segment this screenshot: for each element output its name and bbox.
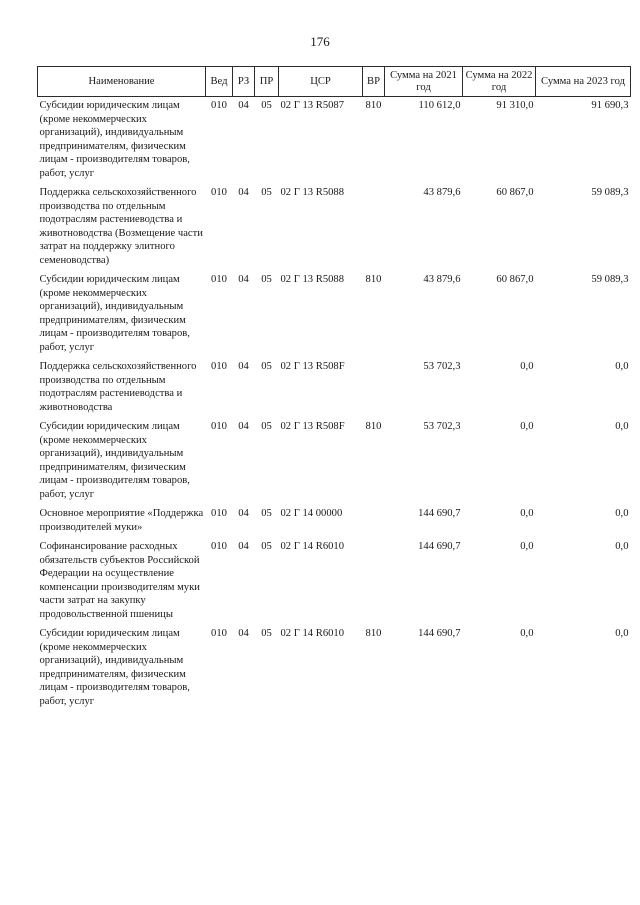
cell-vr: 810: [365, 100, 382, 111]
page-number: 176: [310, 34, 330, 49]
cell-ved: 010: [211, 274, 227, 285]
cell-sum-2021: 144 690,7: [418, 541, 461, 552]
cell-csr: 02 Г 14 00000: [280, 508, 343, 519]
cell-ved: 010: [211, 100, 227, 111]
cell-vr: 810: [365, 421, 382, 432]
cell-pr: 05: [261, 361, 272, 372]
cell-vr: 810: [365, 628, 382, 639]
cell-name: Субсидии юридическим лицам (кроме некоммерческих организаций), индивидуальным предпринимателям, физическим лицам - производителям товаров, работ, услуг: [39, 628, 190, 707]
table-row: [38, 271, 631, 358]
cell-rz: 04: [238, 541, 249, 552]
header-ved: Вед: [206, 67, 233, 97]
cell-vr: [363, 505, 385, 538]
header-csr: ЦСР: [279, 67, 363, 97]
cell-pr: 05: [261, 421, 272, 432]
cell-rz: 04: [238, 274, 249, 285]
cell-name: Поддержка сельскохозяйственного производства по отдельным подотраслям растениеводства и животноводства (Возмещение части затрат на поддержку элитного семеноводства): [39, 187, 203, 266]
cell-sum-2023: 0,0: [615, 628, 629, 639]
cell-ved: 010: [211, 508, 227, 519]
cell-csr: 02 Г 13 R5087: [280, 100, 345, 111]
cell-sum-2023: 0,0: [615, 361, 629, 372]
cell-sum-2022: 91 310,0: [496, 100, 534, 111]
table-row: [38, 625, 631, 712]
cell-name: Субсидии юридическим лицам (кроме некоммерческих организаций), индивидуальным предпринимателям, физическим лицам - производителям товаров, работ, услуг: [39, 421, 190, 500]
cell-sum-2021: 43 879,6: [423, 274, 461, 285]
cell-pr: 05: [261, 100, 272, 111]
table-body: [38, 97, 631, 713]
cell-ved: 010: [211, 628, 227, 639]
cell-sum-2022: 60 867,0: [496, 187, 534, 198]
cell-sum-2021: 53 702,3: [423, 421, 461, 432]
header-pr: ПР: [255, 67, 279, 97]
cell-csr: 02 Г 13 R5088: [280, 274, 345, 285]
cell-pr: 05: [261, 187, 272, 198]
cell-rz: 04: [238, 628, 249, 639]
cell-sum-2022: 0,0: [520, 421, 534, 432]
cell-rz: 04: [238, 100, 249, 111]
cell-rz: 04: [238, 421, 249, 432]
cell-pr: 05: [261, 508, 272, 519]
cell-sum-2022: 60 867,0: [496, 274, 534, 285]
cell-sum-2023: 59 089,3: [591, 187, 629, 198]
cell-sum-2022: 0,0: [520, 361, 534, 372]
cell-ved: 010: [211, 187, 227, 198]
table-row: [38, 505, 631, 538]
cell-vr: [363, 184, 385, 271]
cell-csr: 02 Г 13 R5088: [280, 187, 345, 198]
table-row: [38, 538, 631, 625]
cell-csr: 02 Г 13 R508F: [280, 421, 345, 432]
cell-vr: [363, 358, 385, 418]
cell-sum-2023: 91 690,3: [591, 100, 629, 111]
header-name: Наименование: [38, 67, 206, 97]
cell-pr: 05: [261, 628, 272, 639]
cell-rz: 04: [238, 361, 249, 372]
cell-name: Софинансирование расходных обязательств субъектов Российской Федерации на осуществление компенсации производителям муки части затрат на закупку продовольственной пшеницы: [39, 541, 200, 620]
cell-vr: [363, 538, 385, 625]
header-rz: РЗ: [233, 67, 255, 97]
cell-sum-2023: 0,0: [615, 508, 629, 519]
cell-sum-2021: 110 612,0: [418, 100, 461, 111]
cell-sum-2022: 0,0: [520, 508, 534, 519]
cell-vr: 810: [365, 274, 382, 285]
cell-sum-2023: 0,0: [615, 541, 629, 552]
cell-csr: 02 Г 14 R6010: [280, 541, 345, 552]
header-sum-2021: Сумма на 2021 год: [385, 67, 463, 97]
table-row: [38, 358, 631, 418]
cell-name: Основное мероприятие «Поддержка производителей муки»: [39, 508, 204, 533]
cell-name: Субсидии юридическим лицам (кроме некоммерческих организаций), индивидуальным предпринимателям, физическим лицам - производителям товаров, работ, услуг: [39, 100, 190, 179]
table-header-row: [38, 67, 631, 97]
cell-sum-2023: 0,0: [615, 421, 629, 432]
cell-sum-2023: 59 089,3: [591, 274, 629, 285]
cell-csr: 02 Г 14 R6010: [280, 628, 345, 639]
cell-ved: 010: [211, 361, 227, 372]
cell-sum-2021: 43 879,6: [423, 187, 461, 198]
cell-ved: 010: [211, 421, 227, 432]
table-row: [38, 97, 631, 185]
cell-sum-2021: 53 702,3: [423, 361, 461, 372]
cell-sum-2021: 144 690,7: [418, 508, 461, 519]
cell-sum-2022: 0,0: [520, 541, 534, 552]
cell-rz: 04: [238, 187, 249, 198]
cell-rz: 04: [238, 508, 249, 519]
header-vr: ВР: [363, 67, 385, 97]
table-row: [38, 418, 631, 505]
table-row: [38, 184, 631, 271]
budget-table: [37, 66, 631, 712]
cell-pr: 05: [261, 274, 272, 285]
cell-name: Субсидии юридическим лицам (кроме некоммерческих организаций), индивидуальным предпринимателям, физическим лицам - производителям товаров, работ, услуг: [39, 274, 190, 353]
cell-sum-2022: 0,0: [520, 628, 534, 639]
cell-ved: 010: [211, 541, 227, 552]
cell-csr: 02 Г 13 R508F: [280, 361, 345, 372]
header-sum-2023: Сумма на 2023 год: [536, 67, 631, 97]
cell-sum-2021: 144 690,7: [418, 628, 461, 639]
header-sum-2022: Сумма на 2022 год: [463, 67, 536, 97]
cell-name: Поддержка сельскохозяйственного производства по отдельным подотраслям растениеводства и животноводства: [39, 361, 197, 413]
cell-pr: 05: [261, 541, 272, 552]
